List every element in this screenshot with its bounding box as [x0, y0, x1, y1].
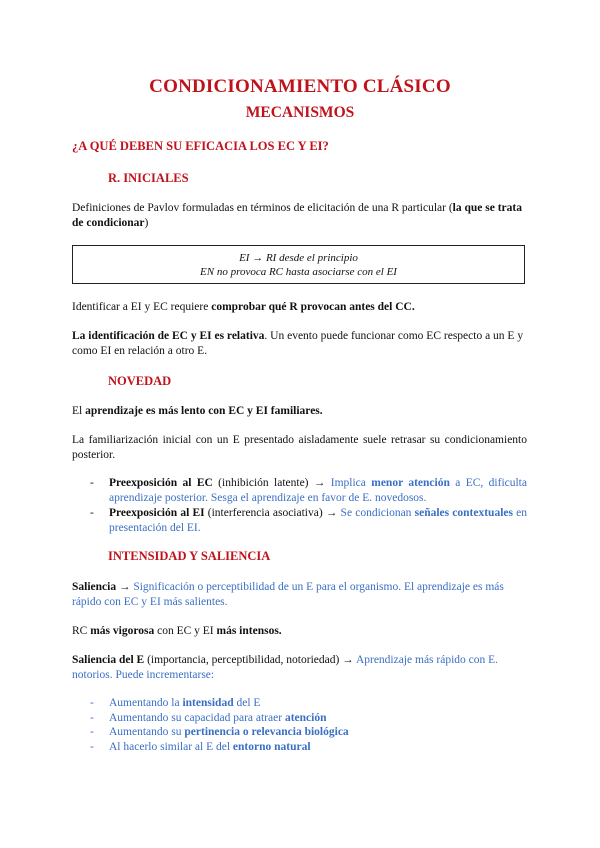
blue-span: Aumentando su: [109, 726, 185, 738]
blue-bold-span: señales contextuales: [414, 507, 513, 519]
list-item-intensidad: [90, 696, 527, 711]
bold-span: Saliencia: [72, 581, 117, 593]
text-span: (importancia, perceptibilidad, notoriedad) →: [144, 654, 356, 666]
section-heading-intensidad: INTENSIDAD Y SALIENCIA: [108, 549, 271, 563]
definition-box: [72, 245, 525, 284]
bold-span: más intensos.: [216, 625, 282, 637]
blue-span: Aumentando su capacidad para atraer: [109, 712, 285, 724]
bold-span: Preexposición al EI: [109, 507, 205, 519]
paragraph-pavlov-definitions: [72, 201, 527, 231]
list-dash: -: [90, 507, 94, 519]
section-heading-novedad: NOVEDAD: [108, 374, 172, 388]
blue-span: Aumentando la: [109, 697, 183, 709]
text-span: (interferencia asociativa) →: [204, 507, 341, 519]
bold-span: Saliencia del E: [72, 654, 145, 666]
text-span: →: [116, 581, 134, 593]
list-item-atencion: [90, 711, 527, 726]
text-span: (inhibición latente) →: [212, 477, 331, 489]
list-item-pertinencia: [90, 725, 527, 740]
blue-span: Significación o perceptibilidad de un E para el organismo. El aprendizaje es más rápido con EC y EI más salientes.: [72, 581, 504, 608]
bold-span: comprobar qué R provocan antes del CC.: [211, 301, 415, 313]
list-dash: -: [90, 477, 94, 489]
list-item-preexposure-ei: [90, 506, 527, 536]
blue-bold-span: menor atención: [371, 477, 450, 489]
bold-span: La identificación de EC y EI es relativa: [72, 330, 265, 342]
blue-span: a EC, dificulta aprendizaje posterior. Sesga el aprendizaje en favor de E. novedosos.: [109, 477, 527, 504]
bold-span: Preexposición al EC: [109, 477, 213, 489]
paragraph-learning-slower: [72, 404, 527, 419]
text-span: ): [144, 217, 149, 229]
list-dash: -: [90, 712, 94, 724]
blue-bold-span: intensidad: [182, 697, 234, 709]
list-item-preexposure-ec: [90, 476, 527, 506]
list-dash: -: [90, 726, 94, 738]
list-item-entorno: [90, 740, 527, 755]
text-span: . Un evento puede funcionar como EC respecto a un E y como EI en relación a otro E.: [72, 330, 524, 357]
blue-bold-span: pertinencia o relevancia biológica: [184, 726, 349, 738]
text-span: Identificar a EI y EC requiere: [72, 301, 212, 313]
paragraph-familiarization: La familiarización inicial con un E presentado aisladamente suele retrasar su condicionamiento posterior.: [72, 434, 527, 461]
blue-span: Se condicionan: [340, 507, 415, 519]
blue-span: Al hacerlo similar al E del: [109, 741, 233, 753]
list-dash: -: [90, 697, 94, 709]
paragraph-rc-vigorous: [72, 624, 527, 639]
section-heading-r-iniciales: R. INICIALES: [108, 171, 189, 185]
bold-span: más vigorosa: [90, 625, 155, 637]
paragraph-saliencia: [72, 580, 527, 610]
paragraph-identify: [72, 300, 527, 315]
blue-bold-span: atención: [284, 712, 327, 724]
box-line-1: EI → RI desde el principio: [239, 252, 358, 264]
document-title: CONDICIONAMIENTO CLÁSICO: [149, 76, 451, 97]
blue-span: Aprendizaje más rápido con E. notorios. Puede incrementarse:: [72, 654, 499, 681]
bold-span: aprendizaje es más lento con EC y EI familiares.: [85, 405, 323, 417]
text-span: con EC y EI: [154, 625, 217, 637]
text-span: Definiciones de Pavlov formuladas en términos de elicitación de una R particular (: [72, 202, 453, 214]
blue-span: Implica: [330, 477, 372, 489]
text-span: El: [72, 405, 86, 417]
paragraph-saliencia-del-e: [72, 653, 527, 683]
box-line-2: EN no provoca RC hasta asociarse con el EI: [200, 266, 397, 278]
question-heading: ¿A QUÉ DEBEN SU EFICACIA LOS EC Y EI?: [72, 139, 329, 153]
blue-span: en presentación del EI.: [109, 507, 528, 534]
text-span: RC: [72, 625, 91, 637]
list-dash: -: [90, 741, 94, 753]
bold-span: la que se trata de condicionar: [72, 202, 522, 229]
paragraph-relative: [72, 329, 527, 359]
blue-bold-span: entorno natural: [232, 741, 311, 753]
document-subtitle: MECANISMOS: [245, 104, 355, 121]
blue-span: del E: [233, 697, 261, 709]
